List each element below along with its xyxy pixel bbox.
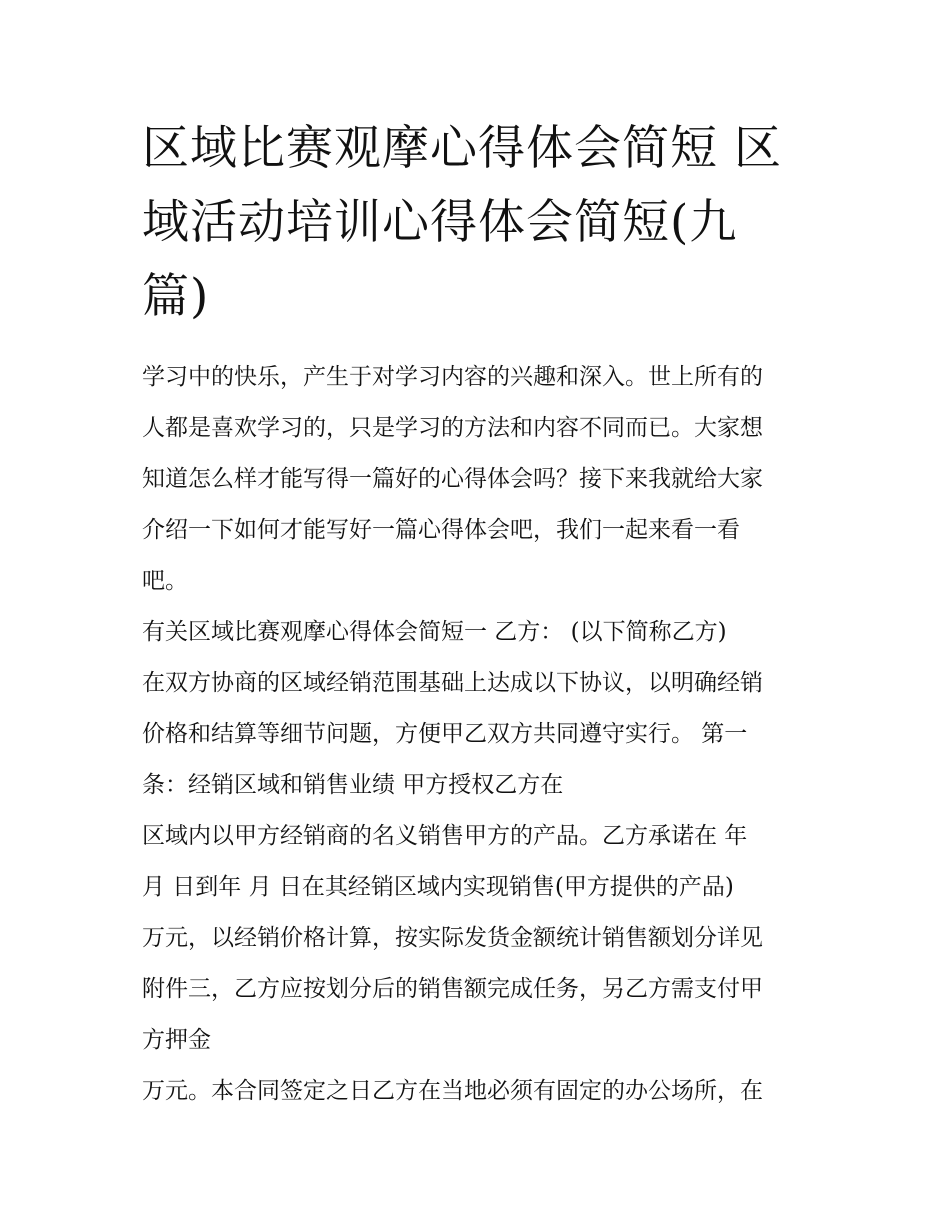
section-heading-line: 有关区域比赛观摩心得体会简短一 乙方： (以下简称乙方): [142, 619, 727, 645]
body-line: 方押金: [142, 1027, 211, 1053]
body-line: 吧。: [142, 568, 188, 594]
body-line: 在双方协商的区域经销范围基础上达成以下协议，以明确经销: [142, 670, 763, 696]
body-line: 万元，以经销价格计算，按实际发货金额统计销售额划分详见: [142, 925, 763, 951]
body-line: 区域内以甲方经销商的名义销售甲方的产品。乙方承诺在 年: [142, 823, 748, 849]
document-title: [142, 112, 822, 334]
body-line: 人都是喜欢学习的，只是学习的方法和内容不同而已。大家想: [142, 415, 763, 441]
body-line: 月 日到年 月 日在其经销区域内实现销售(甲方提供的产品): [142, 874, 734, 900]
body-line: 条：经销区域和销售业绩 甲方授权乙方在: [142, 772, 564, 798]
body-line: 学习中的快乐，产生于对学习内容的兴趣和深入。世上所有的: [142, 364, 763, 390]
body-line: 价格和结算等细节问题，方便甲乙双方共同遵守实行。 第一: [142, 721, 748, 747]
document-body: [142, 352, 822, 1117]
body-line: 知道怎么样才能写得一篇好的心得体会吗？接下来我就给大家: [142, 466, 763, 492]
body-line: 附件三，乙方应按划分后的销售额完成任务，另乙方需支付甲: [142, 976, 763, 1002]
title-line: 区域比赛观摩心得体会简短 区: [142, 121, 782, 176]
body-line: 介绍一下如何才能写好一篇心得体会吧，我们一起来看一看: [142, 517, 740, 543]
body-line: 万元。本合同签定之日乙方在当地必须有固定的办公场所，在: [142, 1078, 763, 1104]
document-page: [142, 112, 822, 1117]
title-line: 域活动培训心得体会简短(九: [142, 195, 738, 250]
title-line: 篇): [142, 269, 210, 324]
